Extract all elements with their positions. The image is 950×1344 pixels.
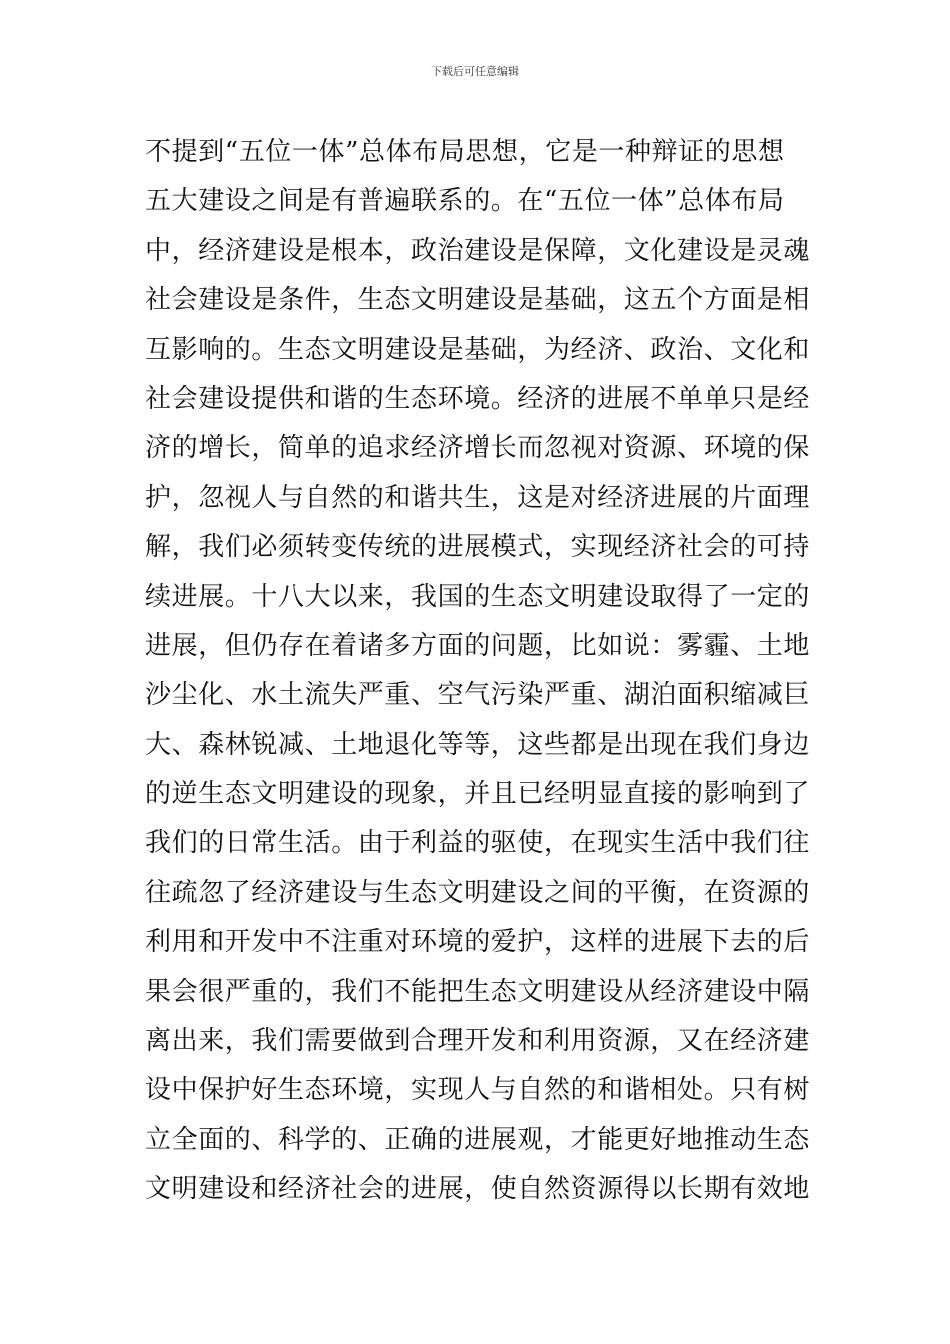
text-line: 往疏忽了经济建设与生态文明建设之间的平衡，在资源的 — [145, 877, 811, 908]
text-line: 文明建设和经济社会的进展，使自然资源得以长期有效地 — [145, 1174, 811, 1205]
text-line: 大、森林锐减、土地退化等等，这些都是出现在我们身边 — [145, 729, 811, 760]
text-line: 设中保护好生态环境，实现人与自然的和谐相处。只有树 — [145, 1075, 811, 1106]
text-line: 立全面的、科学的、正确的进展观，才能更好地推动生态 — [145, 1124, 811, 1155]
text-line: 五大建设之间是有普遍联系的。在“五位一体”总体布局 — [145, 186, 785, 217]
text-line: 解，我们必须转变传统的进展模式，实现经济社会的可持 — [145, 532, 811, 563]
text-line: 我们的日常生活。由于利益的驱使，在现实生活中我们往 — [145, 828, 811, 859]
page-header: 下载后可任意编辑 — [431, 65, 519, 78]
text-line: 进展，但仍存在着诸多方面的问题，比如说：雾霾、土地 — [145, 630, 811, 661]
text-line: 中，经济建设是根本，政治建设是保障，文化建设是灵魂 — [145, 235, 811, 266]
text-line: 续进展。十八大以来，我国的生态文明建设取得了一定的 — [145, 581, 811, 612]
text-line: 离出来，我们需要做到合理开发和利用资源，又在经济建 — [145, 1026, 811, 1057]
text-line: 社会建设提供和谐的生态环境。经济的进展不单单只是经 — [145, 383, 811, 414]
text-line: 护，忽视人与自然的和谐共生，这是对经济进展的片面理 — [145, 482, 811, 513]
text-line: 利用和开发中不注重对环境的爱护，这样的进展下去的后 — [145, 927, 811, 958]
text-line: 社会建设是条件，生态文明建设是基础，这五个方面是相 — [145, 285, 811, 316]
text-line: 济的增长，简单的追求经济增长而忽视对资源、环境的保 — [145, 433, 811, 464]
text-line: 不提到“五位一体”总体布局思想，它是一种辩证的思想 — [145, 137, 785, 167]
text-line: 沙尘化、水土流失严重、空气污染严重、湖泊面积缩减巨 — [145, 680, 811, 711]
text-line: 互影响的。生态文明建设是基础，为经济、政治、文化和 — [145, 334, 811, 365]
body-paragraph — [145, 128, 815, 1215]
text-line: 果会很严重的，我们不能把生态文明建设从经济建设中隔 — [145, 976, 811, 1007]
text-line: 的逆生态文明建设的现象，并且已经明显直接的影响到了 — [145, 779, 811, 810]
